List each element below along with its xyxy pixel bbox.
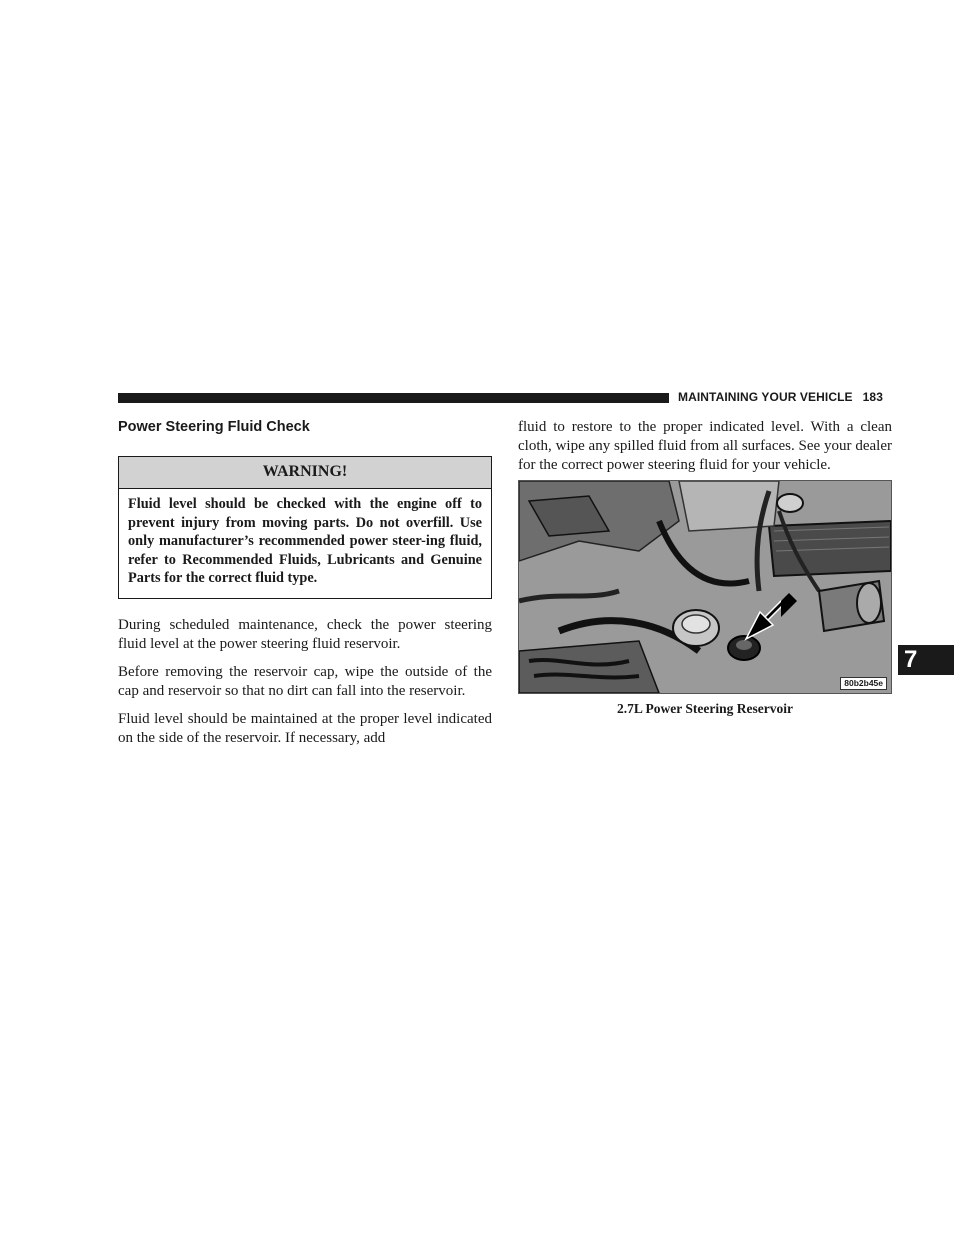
- engine-bay-illustration: [518, 480, 892, 694]
- engine-bay-drawing: [519, 481, 891, 693]
- paragraph: During scheduled maintenance, check the power steering fluid level at the power steering fluid reservoir.: [118, 616, 492, 652]
- header-rule: [118, 393, 669, 403]
- section-title: Power Steering Fluid Check: [118, 419, 310, 435]
- page-number: 183: [862, 390, 883, 404]
- warning-heading: WARNING!: [119, 457, 491, 489]
- header-section-title: MAINTAINING YOUR VEHICLE: [678, 390, 853, 404]
- left-column: [118, 418, 492, 748]
- running-header: [678, 390, 883, 404]
- figure-code: 80b2b45e: [840, 677, 887, 690]
- paragraph: Fluid level should be maintained at the proper level indicated on the side of the reservoir. If necessary, add: [118, 710, 492, 746]
- warning-text: Fluid level should be checked with the engine off to prevent injury from moving parts. Do not overfill. Use only manufacturer’s recommended power steer-ing fluid, refer to Recommended Fluids, Lubricants and Genuine Parts for the correct fluid type.: [128, 496, 482, 587]
- paragraph: Before removing the reservoir cap, wipe the outside of the cap and reservoir so that no dirt can fall into the reservoir.: [118, 663, 492, 699]
- paragraph: fluid to restore to the proper indicated level. With a clean cloth, wipe any spilled fluid from all surfaces. See your dealer for the correct power steering fluid for your vehicle.: [518, 419, 892, 473]
- chapter-tab: 7: [898, 645, 954, 675]
- right-column: [518, 418, 892, 717]
- warning-box: [118, 456, 492, 599]
- figure-caption: 2.7L Power Steering Reservoir: [617, 701, 793, 716]
